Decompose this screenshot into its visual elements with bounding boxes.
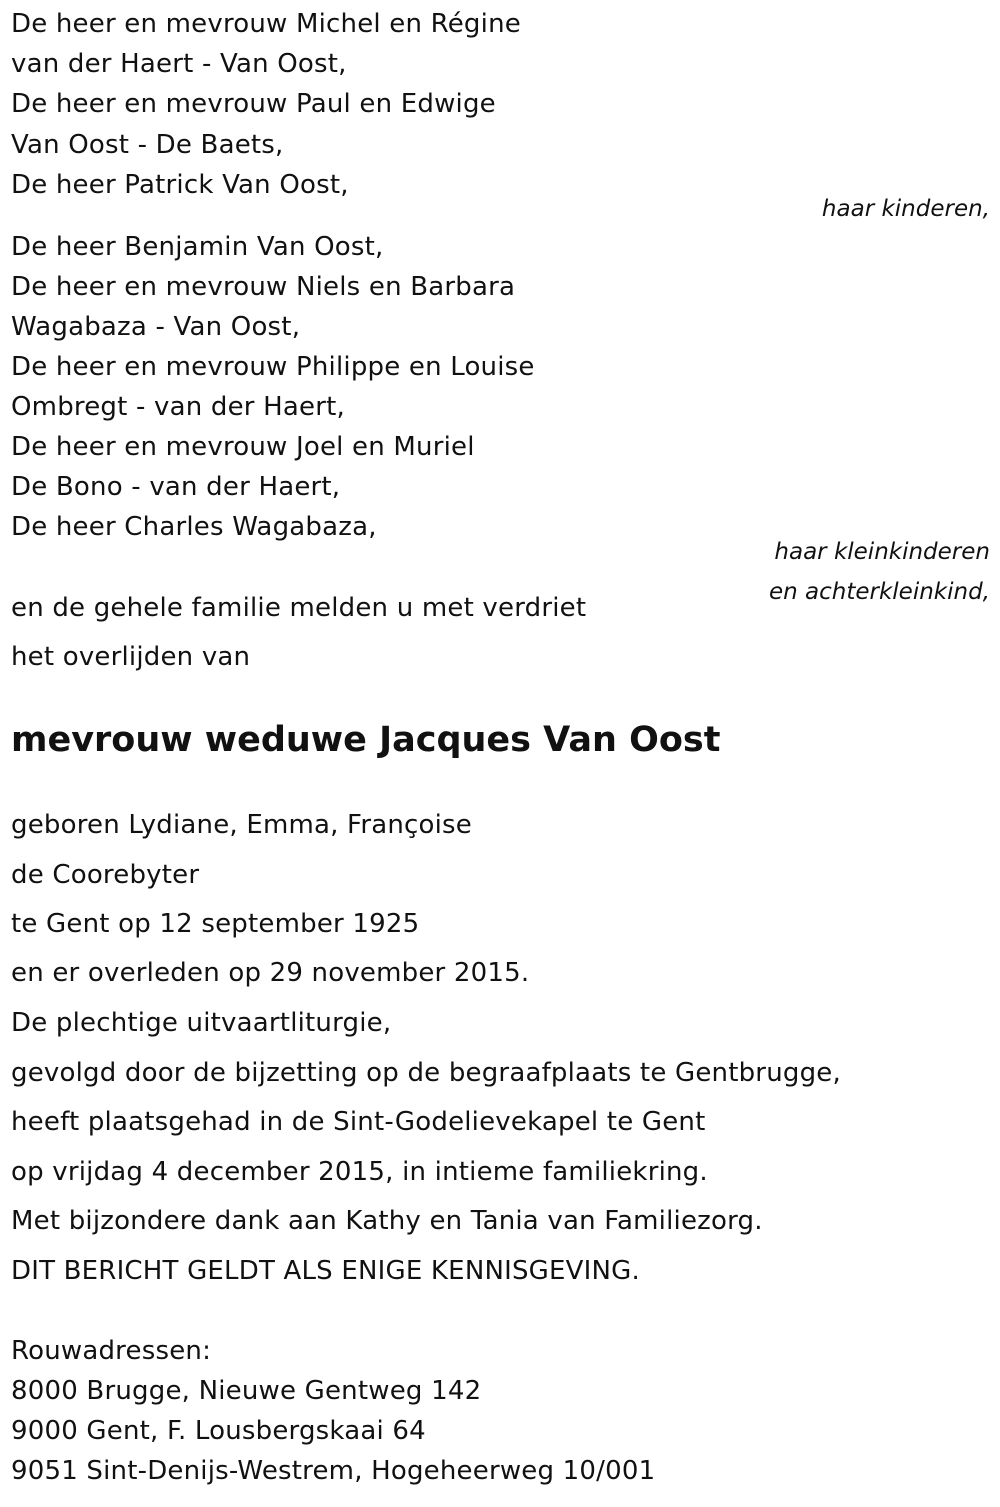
address-line: 8000 Brugge, Nieuwe Gentweg 142	[11, 1376, 482, 1406]
detail-line: gevolgd door de bijzetting op de begraafplaats te Gentbrugge,	[11, 1058, 841, 1088]
address-line: 9000 Gent, F. Lousbergskaai 64	[11, 1416, 426, 1446]
announcement-line: het overlijden van	[11, 642, 251, 672]
addresses-heading: Rouwadressen:	[11, 1336, 212, 1366]
detail-line: de Coorebyter	[11, 860, 200, 890]
family-line: De heer en mevrouw Paul en Edwige	[11, 89, 496, 119]
grandchildren-role-label: haar kleinkinderen	[774, 539, 990, 565]
address-line: 9051 Sint-Denijs-Westrem, Hogeheerweg 10/001	[11, 1456, 656, 1486]
grandchildren-role-label: en achterkleinkind,	[768, 579, 990, 605]
family-line: De heer en mevrouw Michel en Régine	[11, 9, 521, 39]
family-line: De heer en mevrouw Philippe en Louise	[11, 352, 535, 382]
detail-line: op vrijdag 4 december 2015, in intieme familiekring.	[11, 1157, 708, 1187]
family-line: De heer Charles Wagabaza,	[11, 512, 377, 542]
family-line: De heer en mevrouw Niels en Barbara	[11, 272, 516, 302]
family-line: De Bono - van der Haert,	[11, 472, 341, 502]
family-line: De heer Patrick Van Oost,	[11, 170, 349, 200]
family-line: Ombregt - van der Haert,	[11, 392, 345, 422]
deceased-name: mevrouw weduwe Jacques Van Oost	[11, 720, 721, 760]
detail-line: Met bijzondere dank aan Kathy en Tania van Familiezorg.	[11, 1206, 763, 1236]
family-line: De heer Benjamin Van Oost,	[11, 232, 384, 262]
detail-line: De plechtige uitvaartliturgie,	[11, 1008, 392, 1038]
detail-line: te Gent op 12 september 1925	[11, 909, 420, 939]
detail-line: en er overleden op 29 november 2015.	[11, 958, 530, 988]
children-role-label: haar kinderen,	[821, 196, 990, 222]
family-line: Wagabaza - Van Oost,	[11, 312, 301, 342]
notice-line: DIT BERICHT GELDT ALS ENIGE KENNISGEVING.	[11, 1256, 640, 1286]
announcement-line: en de gehele familie melden u met verdriet	[11, 593, 587, 623]
detail-line: geboren Lydiane, Emma, Françoise	[11, 810, 472, 840]
family-line: De heer en mevrouw Joel en Muriel	[11, 432, 475, 462]
detail-line: heeft plaatsgehad in de Sint-Godelievekapel te Gent	[11, 1107, 706, 1137]
family-line: van der Haert - Van Oost,	[11, 49, 347, 79]
family-line: Van Oost - De Baets,	[11, 130, 284, 160]
